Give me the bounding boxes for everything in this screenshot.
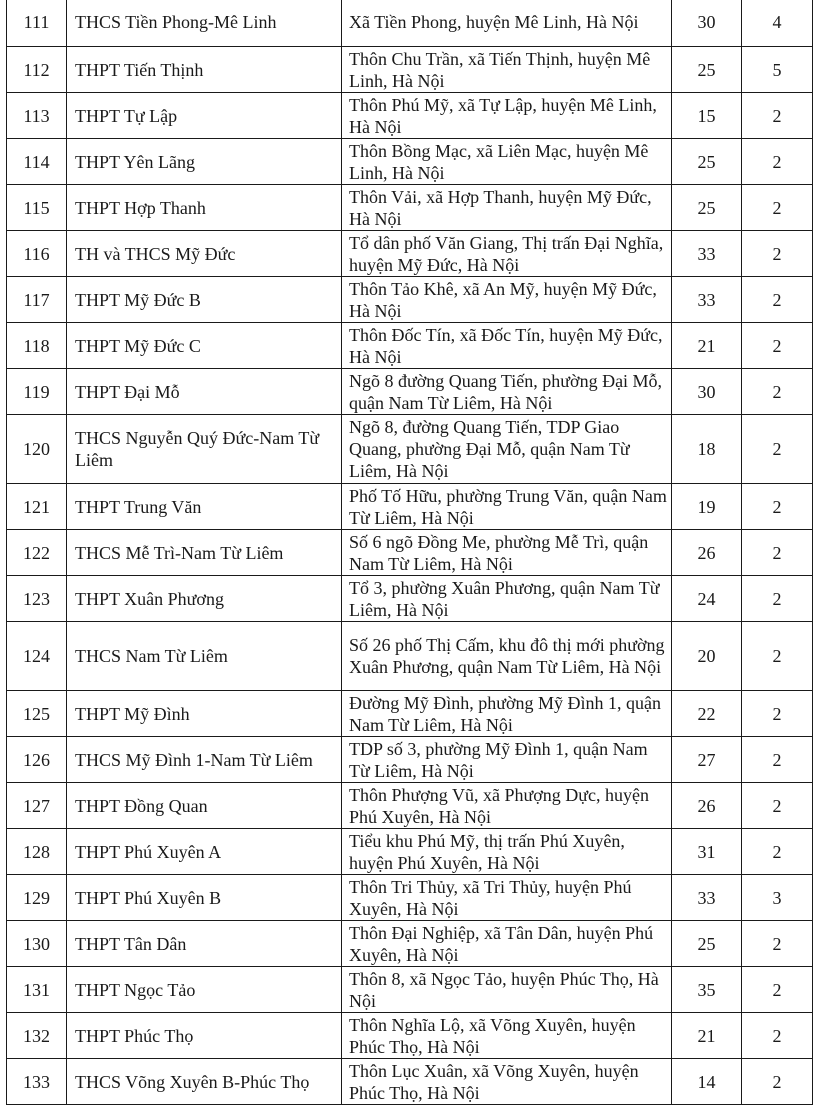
value-col4: 18 — [672, 415, 742, 484]
school-address: Thôn Lục Xuân, xã Võng Xuyên, huyện Phúc Thọ, Hà Nội — [342, 1059, 672, 1105]
table-row — [7, 323, 813, 369]
table-row — [7, 139, 813, 185]
school-address: Phố Tố Hữu, phường Trung Văn, quận Nam Từ Liêm, Hà Nội — [342, 484, 672, 530]
school-name: THCS Võng Xuyên B-Phúc Thọ — [67, 1059, 342, 1105]
school-name: THPT Trung Văn — [67, 484, 342, 530]
value-col4: 25 — [672, 185, 742, 231]
value-col4: 31 — [672, 829, 742, 875]
table-row — [7, 1059, 813, 1105]
table-row — [7, 0, 813, 47]
row-number: 118 — [7, 323, 67, 369]
value-col4: 22 — [672, 691, 742, 737]
value-col5: 2 — [742, 185, 813, 231]
value-col4: 15 — [672, 93, 742, 139]
table-row — [7, 967, 813, 1013]
table-row — [7, 484, 813, 530]
school-address: Xã Tiền Phong, huyện Mê Linh, Hà Nội — [342, 0, 672, 47]
value-col5: 2 — [742, 231, 813, 277]
school-name: THCS Nguyễn Quý Đức-Nam Từ Liêm — [67, 415, 342, 484]
table-row — [7, 277, 813, 323]
row-number: 120 — [7, 415, 67, 484]
school-name: THPT Tân Dân — [67, 921, 342, 967]
school-address: Thôn 8, xã Ngọc Tảo, huyện Phúc Thọ, Hà Nội — [342, 967, 672, 1013]
school-address: Thôn Đại Nghiệp, xã Tân Dân, huyện Phú Xuyên, Hà Nội — [342, 921, 672, 967]
value-col4: 26 — [672, 783, 742, 829]
row-number: 119 — [7, 369, 67, 415]
value-col4: 33 — [672, 875, 742, 921]
school-name: THPT Đại Mỗ — [67, 369, 342, 415]
document-page — [6, 0, 812, 1105]
row-number: 121 — [7, 484, 67, 530]
value-col5: 5 — [742, 47, 813, 93]
school-address: Thôn Phú Mỹ, xã Tự Lập, huyện Mê Linh, Hà Nội — [342, 93, 672, 139]
row-number: 122 — [7, 530, 67, 576]
value-col5: 2 — [742, 576, 813, 622]
row-number: 117 — [7, 277, 67, 323]
row-number: 131 — [7, 967, 67, 1013]
row-number: 125 — [7, 691, 67, 737]
row-number: 112 — [7, 47, 67, 93]
row-number: 124 — [7, 622, 67, 691]
value-col5: 2 — [742, 323, 813, 369]
school-address: Số 26 phố Thị Cấm, khu đô thị mới phường Xuân Phương, quận Nam Từ Liêm, Hà Nội — [342, 622, 672, 691]
table-row — [7, 783, 813, 829]
value-col4: 27 — [672, 737, 742, 783]
school-name: THPT Tự Lập — [67, 93, 342, 139]
table-row — [7, 921, 813, 967]
school-address: Thôn Vải, xã Hợp Thanh, huyện Mỹ Đức, Hà Nội — [342, 185, 672, 231]
table-row — [7, 576, 813, 622]
value-col5: 2 — [742, 783, 813, 829]
value-col5: 2 — [742, 921, 813, 967]
table-row — [7, 622, 813, 691]
row-number: 133 — [7, 1059, 67, 1105]
school-address: Số 6 ngõ Đồng Me, phường Mễ Trì, quận Nam Từ Liêm, Hà Nội — [342, 530, 672, 576]
school-name: TH và THCS Mỹ Đức — [67, 231, 342, 277]
row-number: 132 — [7, 1013, 67, 1059]
value-col4: 19 — [672, 484, 742, 530]
school-address: Thôn Tri Thủy, xã Tri Thủy, huyện Phú Xuyên, Hà Nội — [342, 875, 672, 921]
school-name: THPT Phúc Thọ — [67, 1013, 342, 1059]
row-number: 114 — [7, 139, 67, 185]
school-name: THPT Hợp Thanh — [67, 185, 342, 231]
school-address: Tiểu khu Phú Mỹ, thị trấn Phú Xuyên, huyện Phú Xuyên, Hà Nội — [342, 829, 672, 875]
table-row — [7, 47, 813, 93]
value-col5: 2 — [742, 1013, 813, 1059]
table-row — [7, 737, 813, 783]
school-address: Thôn Bồng Mạc, xã Liên Mạc, huyện Mê Linh, Hà Nội — [342, 139, 672, 185]
row-number: 128 — [7, 829, 67, 875]
school-name: THPT Mỹ Đức C — [67, 323, 342, 369]
table-row — [7, 530, 813, 576]
school-address: Thôn Nghĩa Lộ, xã Võng Xuyên, huyện Phúc Thọ, Hà Nội — [342, 1013, 672, 1059]
value-col5: 4 — [742, 0, 813, 47]
school-name: THPT Ngọc Tảo — [67, 967, 342, 1013]
table-row — [7, 415, 813, 484]
value-col5: 2 — [742, 415, 813, 484]
row-number: 113 — [7, 93, 67, 139]
value-col4: 33 — [672, 231, 742, 277]
school-address: Thôn Tảo Khê, xã An Mỹ, huyện Mỹ Đức, Hà Nội — [342, 277, 672, 323]
value-col4: 21 — [672, 323, 742, 369]
table-row — [7, 185, 813, 231]
value-col5: 2 — [742, 484, 813, 530]
school-table — [6, 0, 813, 1105]
school-name: THPT Xuân Phương — [67, 576, 342, 622]
value-col5: 2 — [742, 369, 813, 415]
value-col4: 20 — [672, 622, 742, 691]
school-name: THPT Yên Lãng — [67, 139, 342, 185]
value-col4: 30 — [672, 369, 742, 415]
value-col4: 26 — [672, 530, 742, 576]
table-row — [7, 691, 813, 737]
school-name: THPT Đồng Quan — [67, 783, 342, 829]
row-number: 126 — [7, 737, 67, 783]
school-address: Thôn Chu Trần, xã Tiến Thịnh, huyện Mê Linh, Hà Nội — [342, 47, 672, 93]
value-col5: 2 — [742, 967, 813, 1013]
school-name: THPT Phú Xuyên A — [67, 829, 342, 875]
value-col5: 2 — [742, 277, 813, 323]
school-address: Ngõ 8 đường Quang Tiến, phường Đại Mỗ, quận Nam Từ Liêm, Hà Nội — [342, 369, 672, 415]
value-col4: 21 — [672, 1013, 742, 1059]
value-col5: 3 — [742, 875, 813, 921]
school-name: THCS Mỹ Đình 1-Nam Từ Liêm — [67, 737, 342, 783]
school-address: Thôn Đốc Tín, xã Đốc Tín, huyện Mỹ Đức, Hà Nội — [342, 323, 672, 369]
table-body — [7, 0, 813, 1105]
row-number: 129 — [7, 875, 67, 921]
school-address: Thôn Phượng Vũ, xã Phượng Dực, huyện Phú Xuyên, Hà Nội — [342, 783, 672, 829]
school-name: THCS Mễ Trì-Nam Từ Liêm — [67, 530, 342, 576]
school-address: Đường Mỹ Đình, phường Mỹ Đình 1, quận Nam Từ Liêm, Hà Nội — [342, 691, 672, 737]
value-col4: 24 — [672, 576, 742, 622]
value-col4: 25 — [672, 47, 742, 93]
row-number: 115 — [7, 185, 67, 231]
row-number: 116 — [7, 231, 67, 277]
value-col5: 2 — [742, 93, 813, 139]
value-col4: 30 — [672, 0, 742, 47]
value-col4: 25 — [672, 921, 742, 967]
row-number: 123 — [7, 576, 67, 622]
school-name: THPT Tiến Thịnh — [67, 47, 342, 93]
value-col5: 2 — [742, 1059, 813, 1105]
value-col5: 2 — [742, 622, 813, 691]
school-name: THPT Mỹ Đình — [67, 691, 342, 737]
row-number: 111 — [7, 0, 67, 47]
school-name: THPT Phú Xuyên B — [67, 875, 342, 921]
value-col4: 14 — [672, 1059, 742, 1105]
school-address: Tổ 3, phường Xuân Phương, quận Nam Từ Liêm, Hà Nội — [342, 576, 672, 622]
row-number: 130 — [7, 921, 67, 967]
table-row — [7, 231, 813, 277]
table-row — [7, 93, 813, 139]
table-row — [7, 1013, 813, 1059]
school-name: THCS Tiền Phong-Mê Linh — [67, 0, 342, 47]
school-address: Tổ dân phố Văn Giang, Thị trấn Đại Nghĩa, huyện Mỹ Đức, Hà Nội — [342, 231, 672, 277]
table-row — [7, 829, 813, 875]
school-name: THPT Mỹ Đức B — [67, 277, 342, 323]
value-col4: 25 — [672, 139, 742, 185]
value-col5: 2 — [742, 139, 813, 185]
value-col5: 2 — [742, 737, 813, 783]
table-row — [7, 369, 813, 415]
table-row — [7, 875, 813, 921]
value-col5: 2 — [742, 691, 813, 737]
school-address: TDP số 3, phường Mỹ Đình 1, quận Nam Từ Liêm, Hà Nội — [342, 737, 672, 783]
value-col5: 2 — [742, 829, 813, 875]
row-number: 127 — [7, 783, 67, 829]
value-col4: 35 — [672, 967, 742, 1013]
school-address: Ngõ 8, đường Quang Tiến, TDP Giao Quang, phường Đại Mỗ, quận Nam Từ Liêm, Hà Nội — [342, 415, 672, 484]
value-col4: 33 — [672, 277, 742, 323]
school-name: THCS Nam Từ Liêm — [67, 622, 342, 691]
value-col5: 2 — [742, 530, 813, 576]
